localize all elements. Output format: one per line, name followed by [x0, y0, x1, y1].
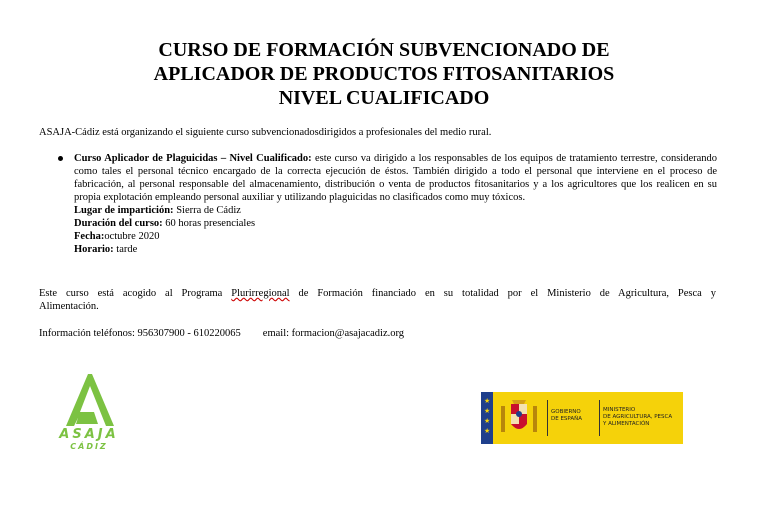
program-underlined-word: Plurirregional	[231, 288, 290, 299]
course-description-block	[74, 152, 717, 204]
title-line-2: APLICADOR DE PRODUCTOS FITOSANITARIOS	[153, 63, 615, 85]
course-duration	[74, 217, 717, 230]
star-icon: ★	[484, 427, 491, 435]
intro-paragraph: ASAJA-Cádiz está organizando el siguiente curso subvencionadosdirigidos a profesionales del medio rural.	[39, 127, 492, 138]
contact-phones: Información teléfonos: 956307900 - 610220065	[39, 328, 241, 339]
coat-of-arms-icon	[499, 398, 539, 438]
divider	[547, 400, 548, 436]
asaja-city: CÁDIZ	[70, 442, 108, 451]
date-value: octubre 2020	[104, 231, 160, 242]
duration-value: 60 horas presenciales	[162, 218, 256, 229]
course-date	[74, 230, 717, 243]
program-line-2: Alimentación.	[39, 301, 99, 312]
contact-line	[39, 327, 404, 340]
program-line-1	[39, 287, 716, 300]
document-title	[0, 38, 768, 110]
gobierno-text	[551, 409, 582, 423]
title-line-3: NIVEL CUALIFICADO	[278, 87, 490, 109]
star-icon: ★	[484, 407, 491, 415]
program-text-a: Este curso está acogido al Programa	[39, 288, 232, 299]
course-place	[74, 204, 717, 217]
title-line-1: CURSO DE FORMACIÓN SUBVENCIONADO DE	[158, 39, 610, 61]
program-paragraph	[39, 287, 716, 313]
star-icon: ★	[484, 397, 491, 405]
asaja-wordmark: ASAJA	[59, 427, 119, 442]
bullet-icon	[58, 156, 63, 161]
course-name: Curso Aplicador de Plaguicidas – Nivel Cualificado:	[74, 153, 312, 164]
date-label: Fecha:	[74, 231, 105, 242]
contact-email: email: formacion@asajacadiz.org	[262, 328, 405, 339]
schedule-label: Horario:	[74, 244, 114, 255]
gobierno-line-1: GOBIERNO	[551, 409, 581, 415]
course-description: este curso va dirigido a los responsables de los equipos de tratamiento terrestre, considerando como tales el personal técnico encargado de la correcta ejecución de éstos. También dirigido a todo el personal que interviene en el proceso de fabricación, al personal responsable del almacenamiento, distribución o venta de productos fitosanitarios y a los agricultores que los realicen en su propia explotación empleando personal auxiliar y utilizando plaguicidas no clasificados como muy tóxicos.	[74, 153, 718, 203]
ministerio-line-2: DE AGRICULTURA, PESCA	[603, 414, 673, 420]
schedule-value: tarde	[113, 244, 138, 255]
ministerio-text	[603, 407, 672, 428]
divider	[599, 400, 600, 436]
gobierno-line-2: DE ESPAÑA	[551, 416, 583, 422]
place-value: Sierra de Cádiz	[173, 205, 241, 216]
course-item	[74, 152, 717, 256]
place-label: Lugar de impartición:	[74, 205, 174, 216]
program-text-b: de Formación financiado en su totalidad por el Ministerio de Agricultura, Pesca y	[289, 288, 716, 299]
star-icon: ★	[484, 417, 491, 425]
gobierno-espana-logo	[481, 392, 683, 444]
duration-label: Duración del curso:	[74, 218, 163, 229]
ministerio-line-3: Y ALIMENTACIÓN	[603, 421, 650, 427]
course-schedule	[74, 243, 717, 256]
ministerio-line-1: MINISTERIO	[603, 407, 636, 413]
